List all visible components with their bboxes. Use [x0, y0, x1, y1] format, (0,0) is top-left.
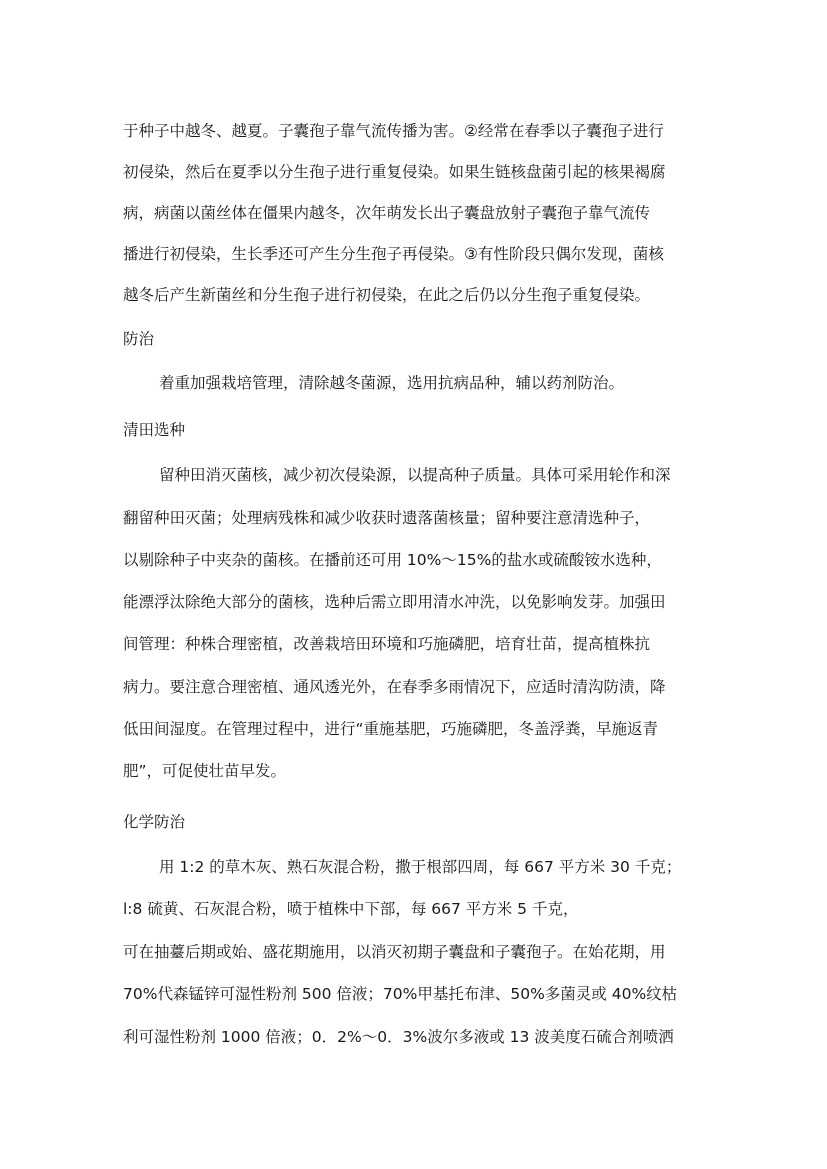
text-line: 能漂浮汰除绝大部分的菌核，选种后需立即用清水冲洗，以免影响发芽。加强田 — [123, 593, 666, 611]
text-line: 病力。要注意合理密植、通风透光外，在春季多雨情况下，应适时清沟防渍，降 — [123, 678, 666, 696]
text-line: 着重加强栽培管理，清除越冬菌源，选用抗病品种，辅以药剂防治。 — [159, 374, 625, 392]
text-line: l:8 硫黄、石灰混合粉，喷于植株中下部，每 667 平方米 5 千克， — [123, 900, 579, 918]
text-line: 肥”，可促使壮苗早发。 — [123, 762, 287, 780]
text-line: 间管理：种株合理密植，改善栽培田环境和巧施磷肥，培育壮苗，提高植株抗 — [123, 635, 651, 653]
text-line: 翻留种田灭菌；处理病残株和减少收获时遗落菌核量；留种要注意清选种子， — [123, 509, 651, 527]
section-heading-field-cleaning: 清田选种 — [123, 421, 186, 439]
text-line: 可在抽薹后期或始、盛花期施用，以消灭初期子囊盘和子囊孢子。在始花期，用 — [123, 943, 666, 961]
text-line: 70%代森锰锌可湿性粉剂 500 倍液；70%甲基托布津、50%多菌灵或 40%纹枯 — [123, 985, 678, 1003]
text-line: 留种田消灭菌核，减少初次侵染源，以提高种子质量。具体可采用轮作和深 — [159, 466, 671, 484]
text-line: 越冬后产生新菌丝和分生孢子进行初侵染，在此之后仍以分生孢子重复侵染。 — [123, 286, 651, 304]
text-line: 低田间湿度。在管理过程中，进行“重施基肥，巧施磷肥，冬盖浮粪，早施返青 — [123, 720, 659, 738]
text-line: 病，病菌以菌丝体在僵果内越冬，次年萌发长出子囊盘放射子囊孢子靠气流传 — [123, 204, 651, 222]
text-line: 初侵染，然后在夏季以分生孢子进行重复侵染。如果生链核盘菌引起的核果褐腐 — [123, 163, 666, 181]
text-line: 播进行初侵染，生长季还可产生分生孢子再侵染。③有性阶段只偶尔发现，菌核 — [123, 245, 664, 263]
text-line: 于种子中越冬、越夏。子囊孢子靠气流传播为害。②经常在春季以子囊孢子进行 — [123, 122, 664, 140]
text-line: 用 1:2 的草木灰、熟石灰混合粉，撒于根部四周，每 667 平方米 30 千克； — [159, 858, 682, 876]
text-line: 以剔除种子中夹杂的菌核。在播前还可用 10%～15%的盐水或硫酸铵水选种， — [123, 551, 662, 569]
section-heading-prevention: 防治 — [123, 330, 155, 348]
text-line: 利可湿性粉剂 1000 倍液；0．2%～0．3%波尔多液或 13 波美度石硫合剂喷洒 — [123, 1028, 674, 1046]
section-heading-chemical-control: 化学防治 — [123, 813, 186, 831]
